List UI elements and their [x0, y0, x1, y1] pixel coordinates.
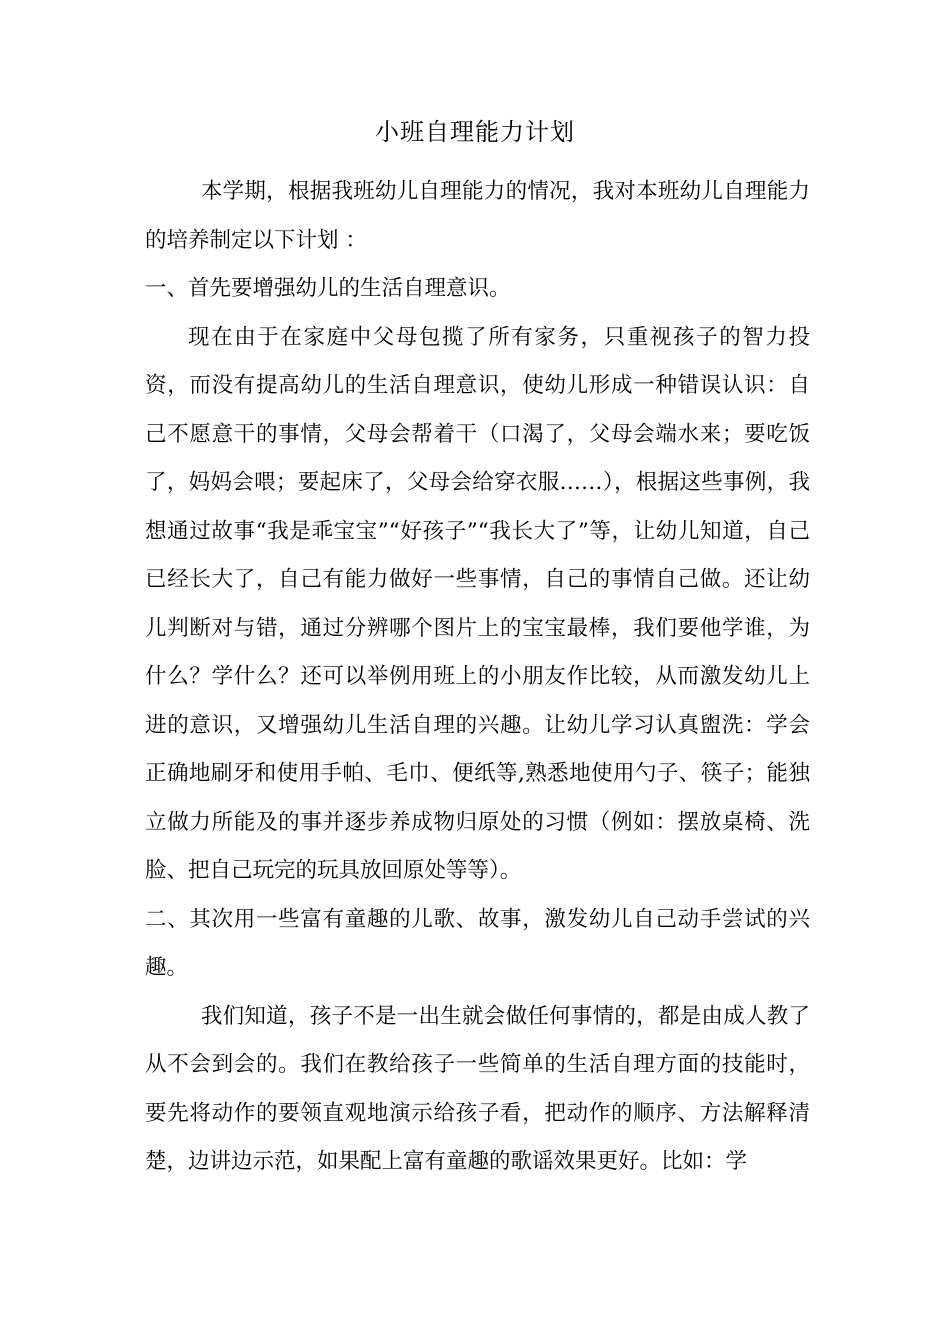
section-heading-2: 二、其次用一些富有童趣的儿歌、故事，激发幼儿自己动手尝试的兴趣。: [145, 906, 810, 980]
paragraph-section-1: 现在由于在家庭中父母包揽了所有家务，只重视孩子的智力投资，而没有提高幼儿的生活自理意识，使幼儿形成一种错误认识：自己不愿意干的事情，父母会帮着干（口渴了，父母会端水来；要吃饭了，妈妈会喂；要起床了，父母会给穿衣服……），根据这些事例，我想通过故事“我是乖宝宝”“好孩子”“我长大了”等，让幼儿知道，自己已经长大了，自己有能力做好一些事情，自己的事情自己做。还让幼儿判断对与错，通过分辨哪个图片上的宝宝最棒，我们要他学谁，为什么？学什么？还可以举例用班上的小朋友作比较，从而激发幼儿上进的意识，又增强幼儿生活自理的兴趣。让幼儿学习认真盥洗：学会正确地刷牙和使用手帕、毛巾、便纸等,熟悉地使用勺子、筷子；能独立做力所能及的事并逐步养成物归原处的习惯（例如：摆放桌椅、洗脸、把自己玩完的玩具放回原处等等）。: [145, 324, 810, 883]
section-heading-1: 一、首先要增强幼儿的生活自理意识。: [145, 276, 511, 301]
paragraph-intro: 本学期，根据我班幼儿自理能力的情况，我对本班幼儿自理能力的培养制定以下计划 ：: [145, 179, 810, 253]
document-title: 小班自理能力计划: [375, 118, 575, 146]
document-body: [145, 168, 810, 1187]
paragraph-section-2: 我们知道，孩子不是一出生就会做任何事情的，都是由成人教了从不会到会的。我们在教给孩子一些简单的生活自理方面的技能时，要先将动作的要领直观地演示给孩子看，把动作的顺序、方法解释清楚，边讲边示范，如果配上富有童趣的歌谣效果更好。比如：学: [145, 1003, 810, 1174]
